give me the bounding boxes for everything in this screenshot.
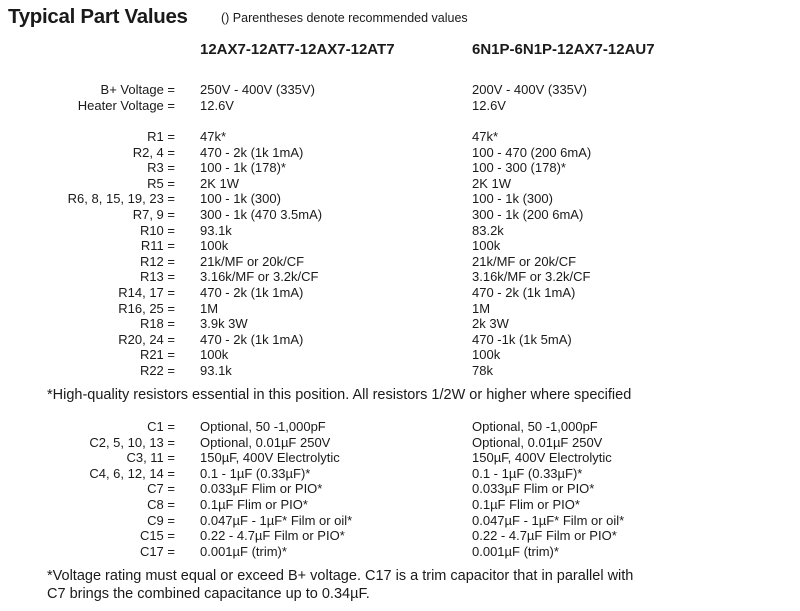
value-a: 300 - 1k (470 3.5mA) xyxy=(200,207,323,222)
resistor-row xyxy=(0,285,800,301)
capacitor-row xyxy=(0,528,800,544)
value-a: 47k* xyxy=(200,129,227,144)
value-a: 0.1µF Flim or PIO* xyxy=(200,497,308,512)
capacitor-row xyxy=(0,450,800,466)
capacitor-note-line-2: C7 brings the combined capacitance up to 0.34µF. xyxy=(47,586,370,602)
value-a: 250V - 400V (335V) xyxy=(200,82,315,97)
capacitor-row xyxy=(0,497,800,513)
value-b: 100 - 300 (178)* xyxy=(472,160,566,176)
capacitor-row xyxy=(0,435,800,451)
supply-row xyxy=(0,98,800,114)
part-label: R14, 17 = xyxy=(118,285,175,300)
part-label: R12 = xyxy=(139,253,175,269)
resistor-row xyxy=(0,316,800,332)
supply-row xyxy=(0,82,800,98)
value-a: 100k xyxy=(200,238,229,254)
value-a: 100k xyxy=(200,347,229,363)
part-label: C15 = xyxy=(139,528,175,544)
value-a: 93.1k xyxy=(200,363,232,378)
part-label: C2, 5, 10, 13 = xyxy=(89,434,175,450)
value-b: 100 - 470 (200 6mA) xyxy=(472,144,592,160)
value-a: 3.16k/MF or 3.2k/CF xyxy=(200,269,319,285)
value-b: Optional, 50 -1,000pF xyxy=(472,419,598,434)
value-a: 0.047µF - 1µF* Film or oil* xyxy=(200,512,353,528)
value-a: 100 - 1k (178)* xyxy=(200,160,286,176)
resistor-row xyxy=(0,176,800,192)
resistor-row xyxy=(0,332,800,348)
resistor-row xyxy=(0,254,800,270)
value-b: 100k xyxy=(472,238,501,254)
value-a: 0.22 - 4.7µF Film or PIO* xyxy=(200,528,345,544)
resistor-row xyxy=(0,160,800,176)
part-label: C1 = xyxy=(147,419,175,434)
resistor-row xyxy=(0,191,800,207)
value-b: 3.16k/MF or 3.2k/CF xyxy=(472,269,591,285)
capacitor-row xyxy=(0,419,800,435)
capacitor-note xyxy=(47,567,787,603)
value-b: 2k 3W xyxy=(472,316,509,332)
page-title: Typical Part Values xyxy=(8,5,188,28)
value-b: 0.1µF Flim or PIO* xyxy=(472,497,580,512)
value-b: 0.047µF - 1µF* Film or oil* xyxy=(472,512,625,528)
value-a: 1M xyxy=(200,300,219,316)
part-label: R1 = xyxy=(147,129,175,144)
value-b: 470 -1k (1k 5mA) xyxy=(472,331,572,347)
value-b: Optional, 0.01µF 250V xyxy=(472,434,603,450)
value-b: 83.2k xyxy=(472,222,504,238)
value-a: 2K 1W xyxy=(200,175,240,191)
value-b: 100k xyxy=(472,347,501,363)
value-a: 470 - 2k (1k 1mA) xyxy=(200,144,304,160)
part-label: C7 = xyxy=(147,481,175,497)
value-b: 1M xyxy=(472,300,491,316)
value-a: Optional, 50 -1,000pF xyxy=(200,419,326,434)
value-b: 0.033µF Flim or PIO* xyxy=(472,481,595,497)
value-a: 470 - 2k (1k 1mA) xyxy=(200,331,304,347)
value-b: 2K 1W xyxy=(472,175,512,191)
value-a: 0.1 - 1µF (0.33µF)* xyxy=(200,465,311,481)
column-header-b: 6N1P-6N1P-12AX7-12AU7 xyxy=(472,41,655,58)
value-a: 0.001µF (trim)* xyxy=(200,543,287,559)
capacitor-row xyxy=(0,544,800,560)
value-a: 21k/MF or 20k/CF xyxy=(200,253,305,269)
part-label: C8 = xyxy=(147,497,175,512)
value-b: 0.1 - 1µF (0.33µF)* xyxy=(472,465,583,481)
part-label: R7, 9 = xyxy=(132,207,175,222)
resistor-note: *High-quality resistors essential in this position. All resistors 1/2W or higher where specified xyxy=(47,387,632,403)
value-a: 150µF, 400V Electrolytic xyxy=(200,450,340,466)
value-b: 78k xyxy=(472,363,493,378)
value-b: 470 - 2k (1k 1mA) xyxy=(472,285,576,300)
part-label: C17 = xyxy=(139,543,175,559)
part-label: R3 = xyxy=(147,160,175,176)
part-label: R13 = xyxy=(139,269,175,285)
part-label: R10 = xyxy=(139,222,175,238)
part-label: B+ Voltage = xyxy=(100,82,175,97)
value-b: 150µF, 400V Electrolytic xyxy=(472,450,612,466)
part-label: Heater Voltage = xyxy=(77,97,175,113)
part-label: R2, 4 = xyxy=(132,144,175,160)
part-label: R6, 8, 15, 19, 23 = xyxy=(67,191,175,207)
resistor-row xyxy=(0,238,800,254)
resistor-row xyxy=(0,269,800,285)
column-header-a: 12AX7-12AT7-12AX7-12AT7 xyxy=(200,41,395,58)
capacitor-row xyxy=(0,466,800,482)
value-a: Optional, 0.01µF 250V xyxy=(200,434,331,450)
value-b: 200V - 400V (335V) xyxy=(472,82,587,97)
part-label: C4, 6, 12, 14 = xyxy=(89,465,175,481)
part-label: R20, 24 = xyxy=(118,331,175,347)
resistor-row xyxy=(0,301,800,317)
resistor-row xyxy=(0,347,800,363)
value-b: 300 - 1k (200 6mA) xyxy=(472,207,584,222)
capacitor-note-line-1: *Voltage rating must equal or exceed B+ voltage. C17 is a trim capacitor that in parallel with xyxy=(47,568,634,584)
part-label: R22 = xyxy=(139,363,175,378)
resistor-row xyxy=(0,129,800,145)
value-a: 470 - 2k (1k 1mA) xyxy=(200,285,304,300)
value-b: 0.001µF (trim)* xyxy=(472,543,559,559)
capacitor-row xyxy=(0,513,800,529)
part-label: R16, 25 = xyxy=(118,300,175,316)
value-b: 21k/MF or 20k/CF xyxy=(472,253,577,269)
part-label: R5 = xyxy=(147,175,175,191)
resistor-row xyxy=(0,223,800,239)
value-b: 0.22 - 4.7µF Film or PIO* xyxy=(472,528,617,544)
value-a: 0.033µF Flim or PIO* xyxy=(200,481,323,497)
resistor-row xyxy=(0,363,800,379)
value-a: 100 - 1k (300) xyxy=(200,191,281,207)
page-subtitle: () Parentheses denote recommended values xyxy=(221,11,468,25)
capacitor-row xyxy=(0,481,800,497)
value-b: 100 - 1k (300) xyxy=(472,191,553,207)
value-a: 93.1k xyxy=(200,222,232,238)
part-label: R18 = xyxy=(139,316,175,332)
part-label: C3, 11 = xyxy=(126,450,175,466)
value-b: 12.6V xyxy=(472,97,506,113)
value-b: 47k* xyxy=(472,129,499,144)
value-a: 12.6V xyxy=(200,97,234,113)
part-label: C9 = xyxy=(147,512,175,528)
resistor-row xyxy=(0,207,800,223)
resistor-row xyxy=(0,145,800,161)
part-label: R21 = xyxy=(139,347,175,363)
part-label: R11 = xyxy=(140,238,175,254)
value-a: 3.9k 3W xyxy=(200,316,248,332)
